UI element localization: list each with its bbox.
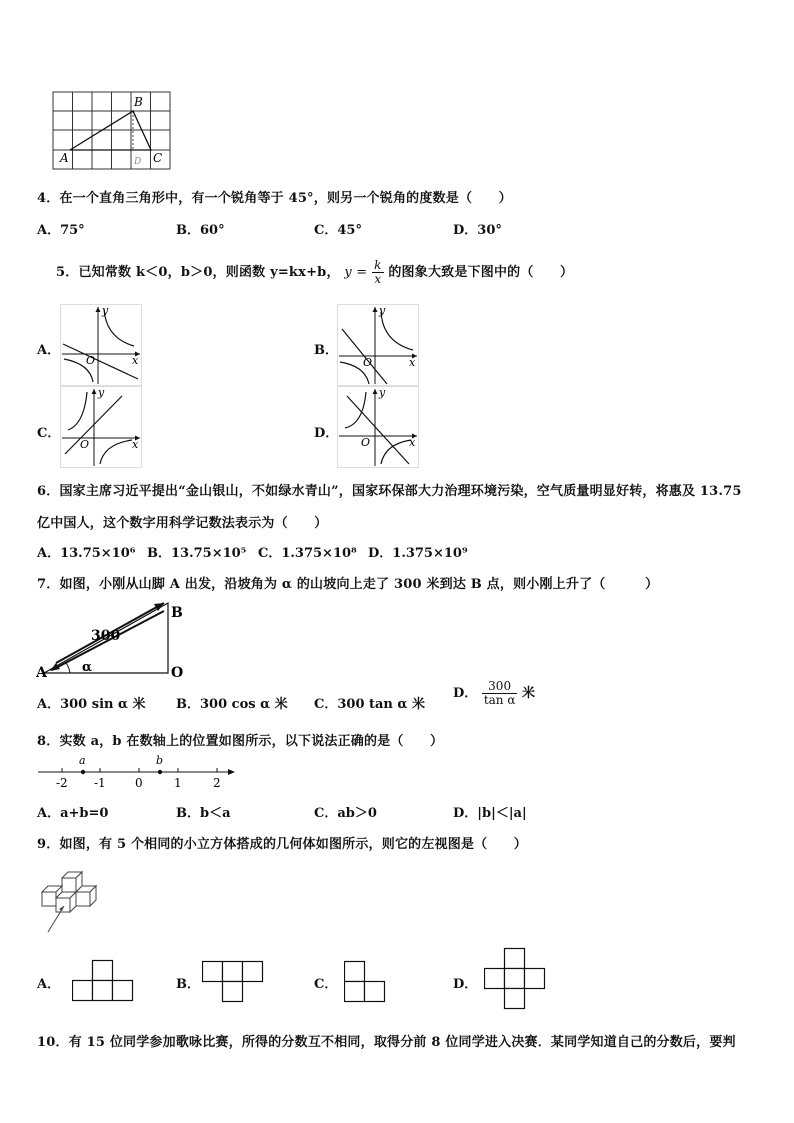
question-4: 4．在一个直角三角形中，有一个锐角等于 45°，则另一个锐角的度数是（ ） xyxy=(37,191,512,206)
q8-tick-neg1: -1 xyxy=(94,776,106,790)
q8-option-c: C．ab＞0 xyxy=(314,806,377,821)
q5-text-before: 5．已知常数 k＜0，b＞0，则函数 y=kx+b， xyxy=(56,265,340,280)
q5-graph-d xyxy=(337,386,419,468)
q8-point-b: b xyxy=(156,754,164,767)
q7-label-b: B xyxy=(171,605,183,621)
axis-x-label: x xyxy=(409,356,416,369)
q8-tick-0: 0 xyxy=(135,776,143,790)
q4-option-d: D．30° xyxy=(453,223,502,238)
axis-y-label: y xyxy=(102,304,109,317)
axis-x-label: x xyxy=(409,436,416,449)
q6-option-a: A．13.75×10⁶ xyxy=(37,546,136,561)
q5-option-b-label: B． xyxy=(314,343,338,358)
label-c: C xyxy=(153,151,163,165)
q7-option-d xyxy=(453,680,535,707)
axis-x-label: x xyxy=(132,354,139,367)
q6-option-b: B．13.75×10⁵ xyxy=(147,546,247,561)
q8-option-d: D．|b|＜|a| xyxy=(453,806,527,821)
q8-tick-neg2: -2 xyxy=(56,776,68,790)
q5-frac-den: x xyxy=(374,272,382,286)
grid-triangle-figure xyxy=(50,90,180,174)
q5-graph-c xyxy=(60,386,142,468)
q8-option-a: A．a+b=0 xyxy=(37,806,109,821)
question-6-line-1: 6．国家主席习近平提出“金山银山，不如绿水青山”，国家环保部大力治理环境污染，空气质量明显好转，将惠及 13.75 xyxy=(37,484,742,499)
q6-option-d: D．1.375×10⁹ xyxy=(368,546,468,561)
q7-label-a: A xyxy=(36,665,47,681)
question-7: 7．如图，小刚从山脚 A 出发，沿坡角为 α 的山坡向上走了 300 米到达 B 点，则小刚上升了（ ） xyxy=(37,577,659,592)
q7-option-d-label: D． xyxy=(453,686,478,701)
axis-y-label: y xyxy=(379,304,386,317)
q7-option-d-unit: 米 xyxy=(521,686,535,701)
q5-graph-a xyxy=(60,304,142,386)
q5-fraction xyxy=(372,259,383,286)
axis-y-label: y xyxy=(98,386,105,399)
q8-tick-2: 2 xyxy=(213,776,221,790)
q5-y-eq: y = xyxy=(344,265,368,280)
q7-option-d-den: tan α xyxy=(483,693,516,707)
q7-option-a: A．300 sin α 米 xyxy=(37,697,146,712)
origin-label: O xyxy=(363,356,373,369)
q6-option-c: C．1.375×10⁸ xyxy=(258,546,357,561)
label-b: B xyxy=(134,95,143,109)
question-8: 8．实数 a，b 在数轴上的位置如图所示，以下说法正确的是（ ） xyxy=(37,734,444,749)
q7-slope-figure xyxy=(36,597,196,681)
q9-option-d-view xyxy=(484,947,546,1011)
origin-label: O xyxy=(80,438,90,451)
label-d: D xyxy=(134,157,142,167)
q9-cube-figure xyxy=(38,862,118,938)
q7-option-b: B．300 cos α 米 xyxy=(176,697,288,712)
question-9: 9．如图，有 5 个相同的小立方体搭成的几何体如图所示，则它的左视图是（ ） xyxy=(37,837,527,852)
axis-x-label: x xyxy=(132,438,139,451)
label-a: A xyxy=(60,151,69,165)
q7-option-d-num: 300 xyxy=(482,680,518,694)
q5-option-d-label: D． xyxy=(314,426,339,441)
q8-option-b: B．b＜a xyxy=(176,806,231,821)
q5-option-c-label: C． xyxy=(37,426,61,441)
q7-label-angle: α xyxy=(82,660,93,675)
q7-label-o: O xyxy=(171,665,184,681)
q8-tick-1: 1 xyxy=(174,776,182,790)
q5-frac-num: k xyxy=(374,258,382,272)
q8-number-line xyxy=(36,752,238,792)
origin-label: O xyxy=(86,354,96,367)
question-10: 10．有 15 位同学参加歌咏比赛，所得的分数互不相同，取得分前 8 位同学进入决赛．某同学知道自己的分数后，要判 xyxy=(37,1035,736,1050)
q7-option-c: C．300 tan α 米 xyxy=(314,697,425,712)
q9-option-b-label: B． xyxy=(176,977,200,992)
q9-option-c-label: C． xyxy=(314,977,338,992)
q9-option-c-view xyxy=(344,960,386,1004)
q5-graph-b xyxy=(337,304,419,386)
q9-option-a-view xyxy=(72,958,134,1002)
q4-option-c: C．45° xyxy=(314,223,362,238)
origin-label: O xyxy=(361,436,371,449)
q4-option-a: A．75° xyxy=(37,223,85,238)
q5-text-after: 的图象大致是下图中的（ ） xyxy=(388,265,574,280)
q9-option-b-view xyxy=(202,960,264,1004)
q9-option-d-label: D． xyxy=(453,977,478,992)
question-5 xyxy=(56,258,573,288)
axis-y-label: y xyxy=(379,386,386,399)
q9-option-a-label: A． xyxy=(37,977,61,992)
q7-option-d-fraction xyxy=(482,680,518,707)
q8-point-a: a xyxy=(79,754,86,767)
q5-option-a-label: A． xyxy=(37,343,61,358)
q4-option-b: B．60° xyxy=(176,223,225,238)
question-6-line-2: 亿中国人，这个数字用科学记数法表示为（ ） xyxy=(37,516,328,531)
q7-label-distance: 300 xyxy=(91,628,121,644)
